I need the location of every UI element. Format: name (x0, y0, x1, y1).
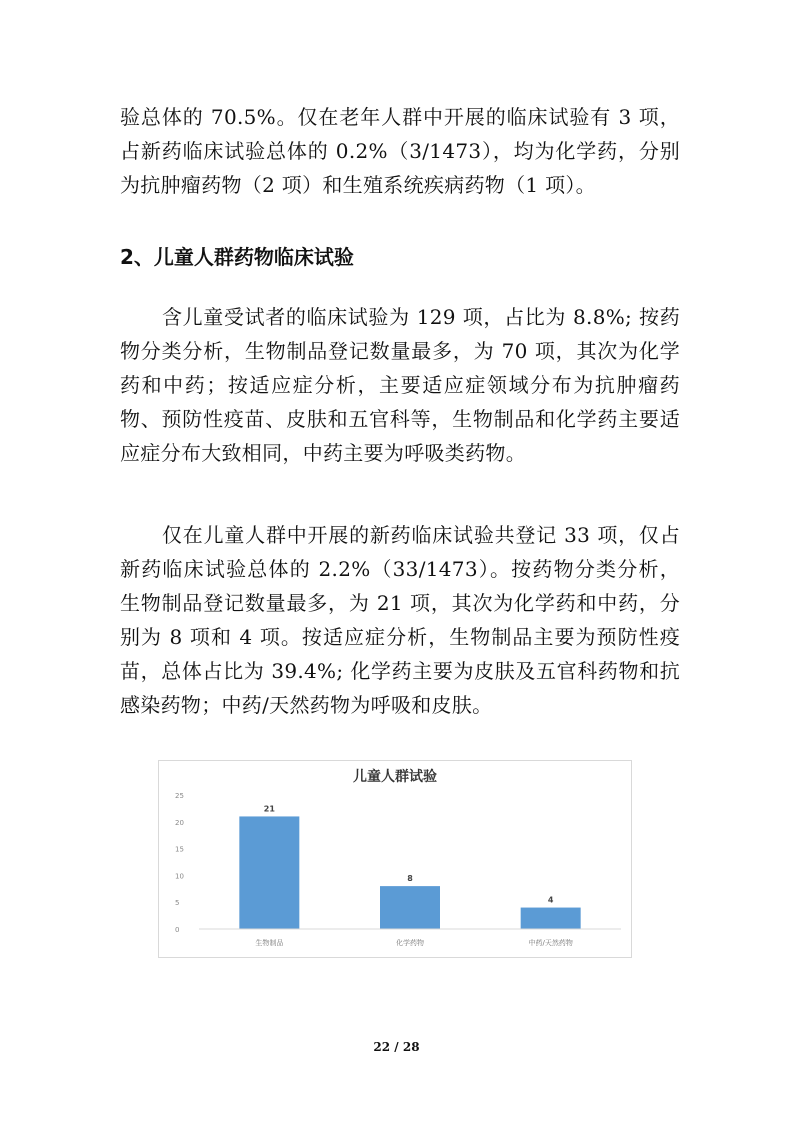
page-number: 22 / 28 (373, 1040, 420, 1054)
y-axis (175, 792, 184, 934)
y-tick-label: 5 (175, 899, 180, 908)
paragraph-elderly-trials: 验总体的 70.5%。仅在老年人群中开展的临床试验有 3 项，占新药临床试验总体的 0.2%（3/1473），均为化学药，分别为抗肿瘤药物（2 项）和生殖系统疾病药物（1 项）。 (120, 105, 680, 197)
x-tick-label: 化学药物 (396, 939, 424, 947)
bar (380, 886, 440, 929)
section-heading-pediatric: 2、儿童人群药物临床试验 (120, 245, 354, 269)
y-tick-label: 0 (175, 926, 180, 934)
x-tick-label: 生物制品 (255, 939, 284, 947)
chart-title: 儿童人群试验 (353, 769, 437, 785)
x-tick-label: 中药/天然药物 (528, 939, 573, 947)
data-label: 4 (547, 895, 554, 905)
bars (239, 804, 580, 929)
y-tick-label: 25 (175, 792, 184, 800)
x-axis (199, 929, 621, 947)
paragraph-pediatric-overview: 含儿童受试者的临床试验为 129 项，占比为 8.8%; 按药物分类分析，生物制品登记数量最多，为 70 项，其次为化学药和中药；按适应症分析，主要适应症领域分布为抗肿瘤药物、预防性疫苗、皮肤和五官科等，生物制品和化学药主要适应症分布大致相同，中药主要为呼吸类药物。 (120, 305, 680, 465)
bar (239, 816, 299, 929)
pediatric-trials-chart (158, 760, 632, 958)
y-tick-label: 10 (175, 872, 184, 881)
bar (521, 908, 581, 929)
paragraph-pediatric-only: 仅在儿童人群中开展的新药临床试验共登记 33 项，仅占新药临床试验总体的 2.2%（33/1473）。按药物分类分析，生物制品登记数量最多，为 21 项，其次为化学药和中药，分别为 8 项和 4 项。按适应症分析，生物制品主要为预防性疫苗，总体占比为 39.4%; 化学药主要为皮肤及五官科药物和抗感染药物；中药/天然药物为呼吸和皮肤。 (120, 523, 680, 717)
chart-svg (159, 761, 631, 957)
data-label: 8 (407, 874, 413, 884)
data-label: 21 (263, 804, 275, 814)
y-tick-label: 20 (175, 818, 184, 827)
y-tick-label: 15 (175, 845, 184, 854)
